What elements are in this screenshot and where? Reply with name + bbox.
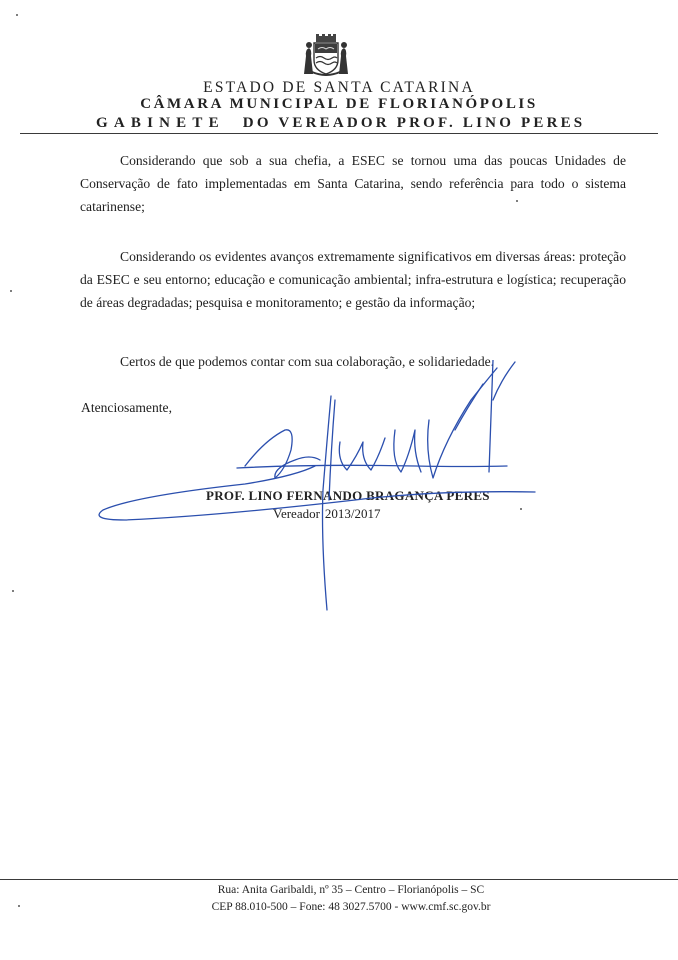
header-office [96,115,585,132]
closing-salutation: Atenciosamente, [81,400,172,415]
scan-speck [10,290,12,292]
scan-speck [16,14,18,16]
header-divider [20,133,658,134]
header-chamber: CÂMARA MUNICIPAL DE FLORIANÓPOLIS [140,96,538,112]
coat-of-arms-icon [300,34,352,76]
footer-contact: CEP 88.010-500 – Fone: 48 3027.5700 - www.cmf.sc.gov.br [211,901,491,913]
scan-speck [12,590,14,592]
scan-speck [516,200,518,202]
scan-speck [520,508,522,510]
signatory-role [273,506,381,522]
signatory-term: 2013/2017 [324,506,381,521]
header-state: ESTADO DE SANTA CATARINA [203,79,475,96]
body-paragraph-3: Certos de que podemos contar com sua colaboração, e solidariedade. [120,354,495,369]
signatory-name: PROF. LINO FERNANDO BRAGANÇA PERES [206,488,490,503]
header-office-prefix: GABINETE [96,115,225,131]
body-paragraph-2: Considerando os evidentes avanços extremamente significativos em diversas áreas: proteção da ESEC e seu entorno; educação e comunicação ambiental; infra-estrutura e logística; recuperação de áreas degradadas; pesquisa e monitoramento; e gestão da informação; [80,249,626,310]
body-paragraph-1: Considerando que sob a sua chefia, a ESEC se tornou uma das poucas Unidades de Conservação de fato implementadas em Santa Catarina, sendo referência para todo o sistema catarinense; [80,153,626,214]
signatory-title: Vereador [273,506,320,521]
scan-speck [18,905,20,907]
footer-address: Rua: Anita Garibaldi, nº 35 – Centro – Florianópolis – SC [217,884,485,896]
footer-divider [0,879,678,880]
header-office-name: DO VEREADOR PROF. LINO PERES [242,115,586,131]
